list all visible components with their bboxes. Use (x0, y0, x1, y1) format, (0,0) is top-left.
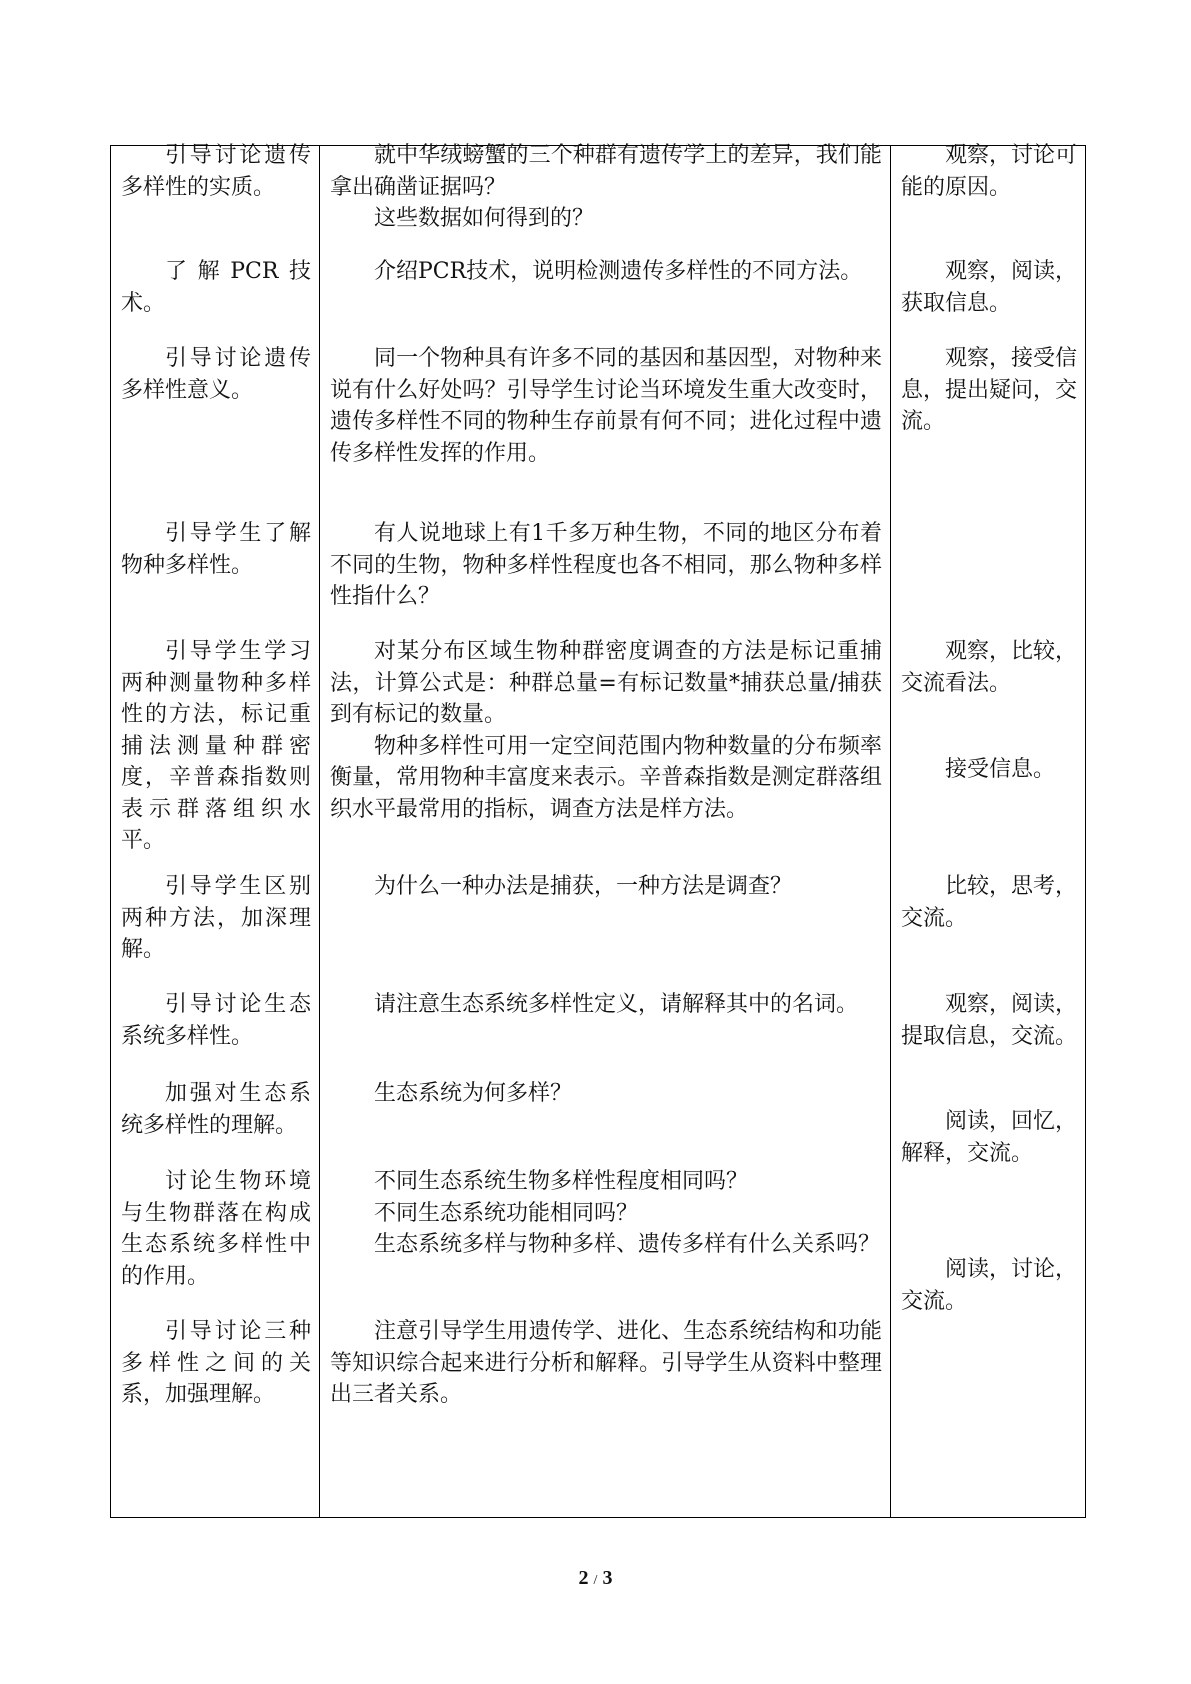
content-paragraph: 不同生态系统功能相同吗？ (374, 1200, 639, 1226)
goal-cell: 加强对生态系统多样性的理解。 (121, 1081, 311, 1138)
goal-cell: 引导讨论遗传多样性的实质。 (121, 143, 311, 200)
table-row (111, 146, 1086, 1518)
content-cell (330, 1078, 882, 1110)
goal-cell: 引导学生了解物种多样性。 (121, 521, 311, 578)
goal-cell: 了解PCR技术。 (121, 259, 311, 316)
content-paragraph: 同一个物种具有许多不同的基因和基因型，对物种来说有什么好处吗？引导学生讨论当环境发生重大改变时，遗传多样性不同的物种生存前景有何不同；进化过程中遗传多样性发挥的作用。 (330, 346, 882, 466)
student-cell: 阅读，回忆，解释，交流。 (901, 1109, 1078, 1166)
content-paragraph: 就中华绒螃蟹的三个种群有遗传学上的差异，我们能拿出确凿证据吗？ (330, 143, 882, 200)
page-current: 2 (578, 1567, 589, 1589)
student-cell: 观察，阅读，提取信息，交流。 (901, 992, 1078, 1049)
content-cell (330, 140, 882, 235)
page-total: 3 (602, 1567, 613, 1589)
student-cell: 阅读，讨论，交流。 (901, 1257, 1078, 1314)
content-cell (330, 1166, 882, 1261)
content-paragraph: 这些数据如何得到的？ (374, 206, 595, 231)
content-cell (330, 256, 882, 288)
content-cell (330, 871, 882, 903)
student-cell: 观察，接受信息，提出疑问，交流。 (901, 346, 1078, 434)
goal-cell: 讨论生物环境与生物群落在构成生态系统多样性中的作用。 (121, 1169, 311, 1289)
goal-cell: 引导学生区别两种方法，加深理解。 (121, 874, 311, 962)
goal-cell: 引导讨论遗传多样性意义。 (121, 346, 311, 403)
goal-cell: 引导学生学习两种测量物种多样性的方法，标记重捕法测量种群密度，辛普森指数则表示群落组织水平。 (121, 639, 311, 853)
content-cell (330, 636, 882, 825)
content-paragraph: 生态系统为何多样？ (374, 1081, 573, 1106)
content-paragraph: 有人说地球上有1千多万种生物，不同的地区分布着不同的生物，物种多样性程度也各不相同，那么物种多样性指什么？ (330, 521, 882, 609)
content-paragraph: 物种多样性可用一定空间范围内物种数量的分布频率衡量，常用物种丰富度来表示。辛普森指数是测定群落组织水平最常用的指标，调查方法是样方法。 (330, 733, 882, 822)
content-cell (330, 343, 882, 469)
page-number (0, 1567, 1191, 1590)
content-cell (330, 1316, 882, 1411)
content-column (320, 143, 891, 1518)
student-cell: 接受信息。 (945, 757, 1056, 782)
student-cell: 观察，比较，交流看法。 (901, 639, 1078, 696)
content-paragraph: 不同生态系统生物多样性程度相同吗？ (374, 1169, 749, 1194)
content-paragraph: 请注意生态系统多样性定义，请解释其中的名词。 (374, 992, 859, 1017)
content-paragraph: 对某分布区域生物种群密度调查的方法是标记重捕法，计算公式是：种群总量=有标记数量*捕获总量/捕获到有标记的数量。 (330, 639, 882, 727)
student-cell: 比较，思考，交流。 (901, 874, 1078, 931)
student-column (891, 143, 1086, 1518)
page-separator: / (593, 1573, 598, 1588)
content-paragraph: 为什么一种办法是捕获，一种方法是调查？ (374, 874, 793, 899)
content-cell (330, 989, 882, 1021)
student-cell: 观察，讨论可能的原因。 (901, 143, 1078, 200)
goal-column (111, 143, 320, 1518)
content-paragraph: 介绍PCR技术，说明检测遗传多样性的不同方法。 (374, 259, 863, 284)
goal-cell: 引导讨论三种多样性之间的关系，加强理解。 (121, 1319, 311, 1407)
content-paragraph: 注意引导学生用遗传学、进化、生态系统结构和功能等知识综合起来进行分析和解释。引导学生从资料中整理出三者关系。 (330, 1319, 882, 1407)
goal-cell: 引导讨论生态系统多样性。 (121, 992, 311, 1049)
content-cell (330, 518, 882, 613)
content-paragraph: 生态系统多样与物种多样、遗传多样有什么关系吗？ (374, 1232, 881, 1257)
student-cell: 观察，阅读，获取信息。 (901, 259, 1078, 316)
lesson-table (110, 145, 1086, 1518)
